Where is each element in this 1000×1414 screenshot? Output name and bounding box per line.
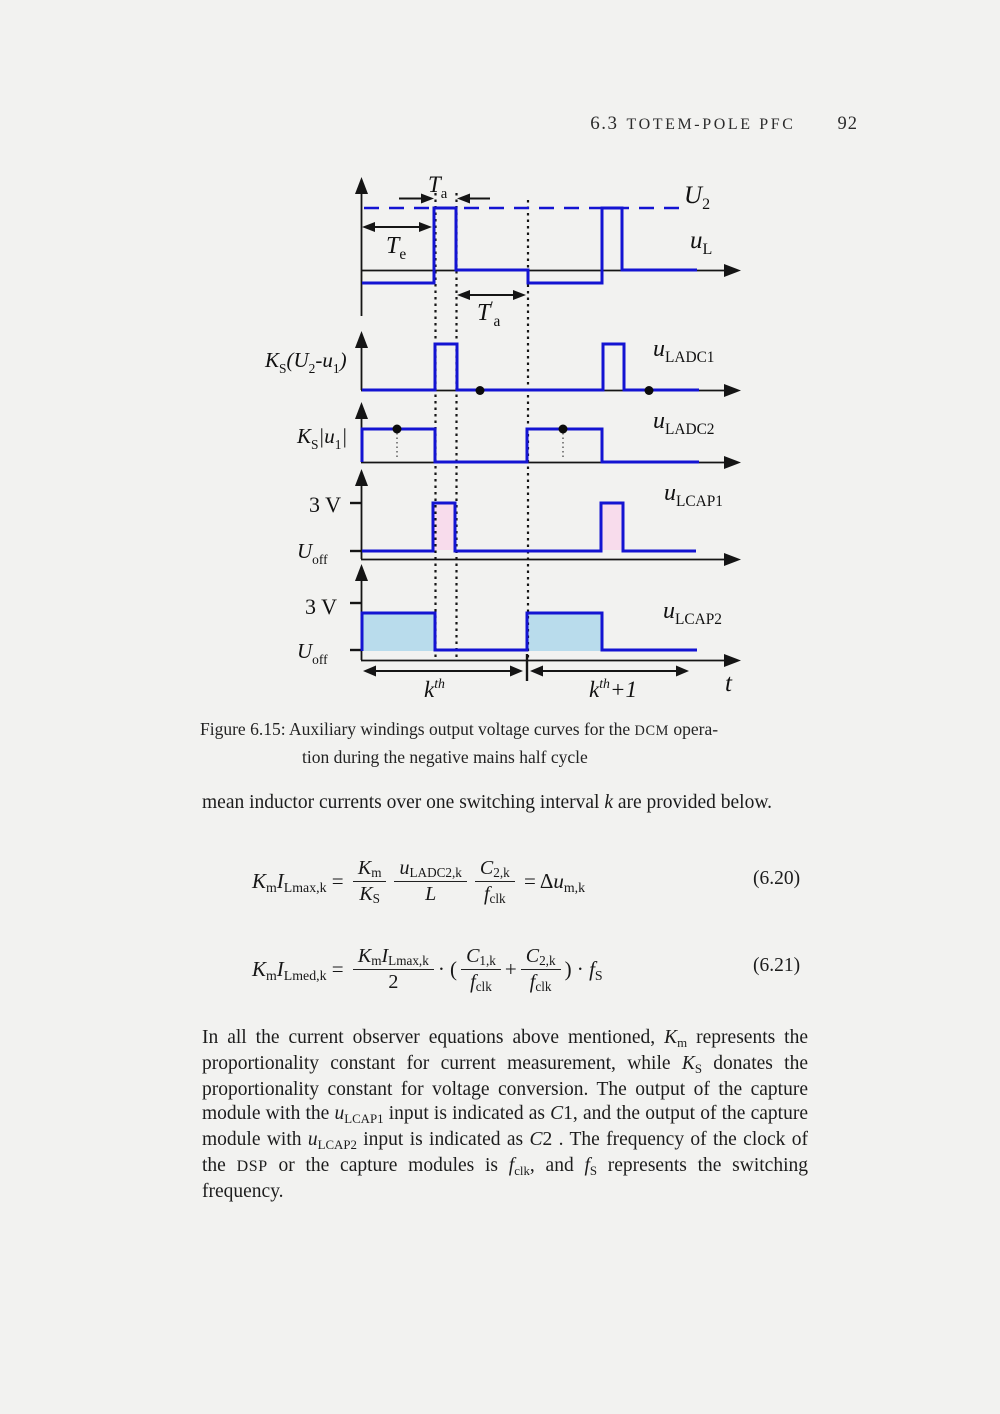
eq620-f3-num: C2,k bbox=[475, 857, 515, 882]
label-u2: $U_2$ bbox=[684, 182, 711, 213]
waveform-uladc1 bbox=[362, 344, 699, 390]
equation-6-20 bbox=[252, 851, 585, 911]
eq620-fraction-1 bbox=[353, 857, 387, 906]
equation-6-21-number: (6.21) bbox=[753, 955, 801, 976]
eq621-f2-num: C1,k bbox=[461, 945, 501, 970]
label-uoff-1: $U_{off}$ bbox=[297, 539, 328, 567]
eq620-f2-num: uLADC2,k bbox=[394, 857, 466, 882]
waveform-figure bbox=[250, 170, 750, 705]
label-kth-plus1: $k^{th}+1$ bbox=[589, 676, 637, 702]
label-ks-expr: $K_S(U_2-u_1)$ bbox=[265, 348, 347, 376]
sample-dots bbox=[393, 386, 654, 434]
equation-6-20-number: (6.20) bbox=[753, 868, 801, 889]
label-ta: $T_a$ bbox=[428, 172, 448, 202]
label-3v-1: 3 V bbox=[309, 492, 341, 517]
eq620-fraction-2 bbox=[394, 857, 466, 906]
label-uoff-2: $U_{off}$ bbox=[297, 639, 328, 667]
figure-caption-line1: Figure 6.15: Auxiliary windings output voltage curves for the DCM opera- bbox=[200, 719, 719, 739]
eq621-f3-num: C2,k bbox=[521, 945, 561, 970]
eq620-fraction-3 bbox=[475, 857, 515, 906]
section-number: 6.3 bbox=[590, 113, 619, 134]
page-header bbox=[0, 113, 858, 135]
label-ks-abs: $K_S|u_1|$ bbox=[297, 424, 348, 452]
label-t-axis: t bbox=[725, 670, 732, 697]
label-te: $T_e$ bbox=[386, 233, 407, 263]
dotted-guide-lines bbox=[397, 193, 563, 660]
eq621-plus: + bbox=[504, 956, 517, 981]
label-ulcap2: $u_{LCAP2}$ bbox=[663, 598, 722, 628]
label-kth: $k^{th}$ bbox=[424, 676, 445, 702]
label-uladc1: $u_{LADC1}$ bbox=[653, 336, 715, 366]
eq621-fs: fS bbox=[589, 956, 603, 983]
eq620-f2-den: L bbox=[425, 882, 437, 905]
figure-caption bbox=[200, 716, 816, 770]
waveform-ul bbox=[362, 208, 697, 283]
eq621-f3-den: fclk bbox=[529, 970, 552, 995]
eq621-dot-open: · ( bbox=[437, 956, 458, 981]
eq621-f1-den: 2 bbox=[388, 970, 399, 993]
eq621-f1-num: KmILmax,k bbox=[353, 945, 434, 970]
eq620-lhs: KmILmax,k = bbox=[252, 868, 349, 895]
section-title: TOTEM-POLE PFC bbox=[626, 116, 796, 133]
eq620-f3-den: fclk bbox=[483, 882, 506, 907]
page-number: 92 bbox=[837, 114, 858, 134]
eq621-fraction-1 bbox=[353, 945, 434, 994]
label-ta-prime: $T'_a$ bbox=[477, 299, 501, 330]
label-3v-2: 3 V bbox=[305, 594, 337, 619]
equation-6-21 bbox=[252, 937, 603, 1001]
waveforms bbox=[362, 208, 699, 651]
ulcap2-interval-fills bbox=[363, 614, 601, 651]
label-ul: $u_L$ bbox=[690, 227, 713, 258]
eq620-f1-num: Km bbox=[353, 857, 387, 882]
label-uladc2: $u_{LADC2}$ bbox=[653, 408, 715, 438]
eq621-close-dot: ) · bbox=[564, 956, 590, 981]
figure-caption-line2: tion during the negative mains half cycle bbox=[302, 747, 588, 767]
eq620-f1-den: KS bbox=[359, 882, 381, 907]
eq621-f2-den: fclk bbox=[470, 970, 492, 995]
label-ulcap1: $u_{LCAP1}$ bbox=[664, 480, 723, 510]
eq621-fraction-3 bbox=[521, 945, 561, 994]
eq620-rhs: = Δum,k bbox=[518, 868, 586, 895]
waveform-uladc2 bbox=[362, 429, 699, 462]
eq621-fraction-2 bbox=[461, 945, 501, 994]
eq621-lhs: KmILmed,k = bbox=[252, 956, 349, 983]
intro-paragraph: mean inductor currents over one switching interval k are provided below. bbox=[202, 792, 773, 813]
body-paragraph: In all the current observer equations above mentioned, Km represents the proportionality constant for current measurement, while KS donates the proportionality constant for voltage conversion. The output of the capture module with the uLCAP1 input is indicated as C1, and the output of the capture module with uLCAP2 input is indicated as C2 . The frequency of the clock of the DSP or the capture modules is fclk, and fS represents the switching frequency. bbox=[202, 1027, 808, 1202]
